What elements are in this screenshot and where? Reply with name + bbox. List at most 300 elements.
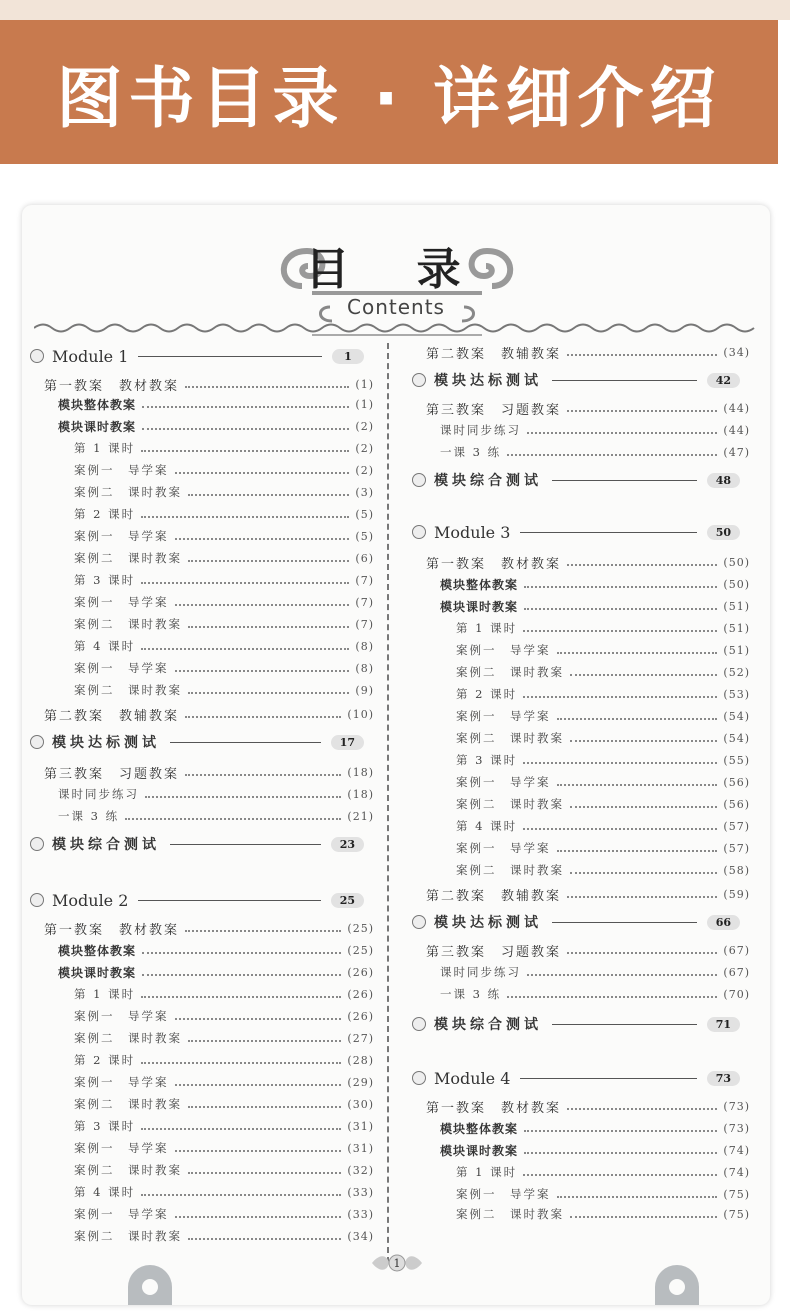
entry-label: 第二教案 教辅教案	[426, 888, 562, 904]
toc-entry	[456, 1205, 750, 1223]
entry-label: 课时同步练习	[440, 965, 521, 979]
entry-page: (27)	[347, 1031, 374, 1045]
toc-title: 目 录	[305, 244, 487, 295]
dot-leader	[524, 1130, 717, 1132]
bullet-circle-icon	[412, 525, 426, 539]
toc-entry	[74, 1161, 374, 1179]
dot-leader	[175, 604, 350, 606]
entry-label: 第 1 课时	[74, 987, 136, 1001]
module-page-badge: 42	[707, 373, 740, 388]
bullet-circle-icon	[412, 1017, 426, 1031]
entry-label: 案例一 导学案	[74, 595, 169, 609]
toc-entry	[440, 597, 750, 615]
toc-entry	[456, 861, 750, 879]
dot-leader	[175, 1084, 342, 1086]
dot-leader	[141, 1128, 341, 1130]
entry-page: (44)	[723, 423, 750, 437]
dot-leader	[175, 1018, 342, 1020]
dot-leader	[524, 1152, 717, 1154]
toc-entry	[58, 963, 374, 981]
toc-entry	[58, 395, 374, 413]
module-title: 模块达标测试	[52, 735, 160, 751]
toc-entry	[426, 941, 750, 959]
entry-page: (34)	[347, 1229, 374, 1243]
dot-leader	[141, 450, 349, 452]
dot-leader	[523, 762, 717, 764]
module-heading	[30, 345, 364, 367]
entry-label: 第一教案 教材教案	[44, 378, 180, 394]
toc-entry	[74, 505, 374, 523]
toc-entry	[456, 817, 750, 835]
toc-entry	[456, 1185, 750, 1203]
module-page-badge: 23	[331, 837, 364, 852]
entry-label: 案例一 导学案	[456, 643, 551, 657]
entry-page: (50)	[723, 555, 750, 569]
module-title: 模块综合测试	[434, 473, 542, 489]
toc-entry	[74, 659, 374, 677]
toc-entry	[440, 1119, 750, 1137]
toc-page	[22, 205, 770, 1305]
entry-page: (74)	[723, 1165, 750, 1179]
toc-entry	[456, 619, 750, 637]
entry-label: 第二教案 教辅教案	[44, 708, 180, 724]
toc-entry	[440, 963, 750, 981]
bullet-circle-icon	[30, 893, 44, 907]
binder-tab-right	[655, 1265, 699, 1305]
dot-leader	[567, 896, 717, 898]
entry-label: 模块整体教案	[58, 943, 137, 958]
dot-leader	[141, 1062, 341, 1064]
entry-page: (31)	[347, 1119, 374, 1133]
module-page-badge: 66	[707, 915, 740, 930]
entry-page: (26)	[347, 965, 374, 979]
rule-line	[138, 356, 322, 357]
bullet-circle-icon	[30, 349, 44, 363]
dot-leader	[141, 996, 341, 998]
entry-label: 案例一 导学案	[74, 529, 169, 543]
dot-leader	[567, 952, 717, 954]
entry-label: 第 4 课时	[74, 1185, 136, 1199]
toc-entry	[58, 807, 374, 825]
entry-label: 案例一 导学案	[74, 463, 169, 477]
entry-page: (18)	[347, 787, 374, 801]
module-page-badge: 17	[331, 735, 364, 750]
entry-page: (44)	[723, 401, 750, 415]
toc-entry	[456, 729, 750, 747]
entry-page: (74)	[723, 1143, 750, 1157]
entry-page: (31)	[347, 1141, 374, 1155]
toc-entry	[456, 663, 750, 681]
page-number: 1	[393, 1257, 401, 1270]
entry-page: (2)	[355, 463, 374, 477]
module-title: 模块综合测试	[52, 837, 160, 853]
entry-page: (5)	[355, 529, 374, 543]
toc-entry	[74, 483, 374, 501]
dot-leader	[570, 806, 717, 808]
entry-page: (47)	[723, 445, 750, 459]
bullet-circle-icon	[30, 837, 44, 851]
entry-label: 第 1 课时	[456, 1165, 518, 1179]
entry-page: (2)	[355, 419, 374, 433]
dot-leader	[524, 586, 717, 588]
entry-page: (73)	[723, 1121, 750, 1135]
rule-line	[552, 380, 697, 381]
entry-label: 第 2 课时	[74, 507, 136, 521]
dot-leader	[523, 1174, 717, 1176]
dot-leader	[141, 582, 349, 584]
dot-leader	[175, 1150, 342, 1152]
entry-label: 案例一 导学案	[456, 841, 551, 855]
toc-entry	[456, 839, 750, 857]
toc-entry	[74, 985, 374, 1003]
binder-tab-left	[128, 1265, 172, 1305]
module-heading	[412, 521, 740, 543]
module-page-badge: 25	[331, 893, 364, 908]
entry-label: 第三教案 习题教案	[426, 944, 562, 960]
toc-entry	[74, 549, 374, 567]
entry-page: (7)	[355, 595, 374, 609]
entry-label: 第 4 课时	[456, 819, 518, 833]
entry-label: 案例二 课时教案	[74, 551, 182, 565]
entry-page: (29)	[347, 1075, 374, 1089]
entry-page: (25)	[347, 943, 374, 957]
entry-label: 案例一 导学案	[456, 709, 551, 723]
entry-page: (28)	[347, 1053, 374, 1067]
banner-title: 图书目录 · 详细介绍	[56, 59, 722, 137]
entry-label: 课时同步练习	[440, 423, 521, 437]
toc-entry	[440, 443, 750, 461]
toc-entry	[74, 1205, 374, 1223]
entry-label: 案例二 课时教案	[456, 731, 564, 745]
dot-leader	[188, 626, 349, 628]
entry-page: (52)	[723, 665, 750, 679]
dot-leader	[188, 1106, 341, 1108]
entry-page: (59)	[723, 887, 750, 901]
dot-leader	[507, 996, 717, 998]
entry-page: (51)	[723, 621, 750, 635]
toc-entry	[74, 1007, 374, 1025]
toc-entry	[456, 751, 750, 769]
toc-entry	[456, 707, 750, 725]
entry-label: 模块整体教案	[58, 397, 137, 412]
entry-label: 第 2 课时	[74, 1053, 136, 1067]
toc-entry	[44, 919, 374, 937]
toc-subtitle: Contents	[347, 295, 445, 319]
entry-label: 案例二 课时教案	[74, 1229, 182, 1243]
entry-page: (10)	[347, 707, 374, 721]
entry-label: 案例一 导学案	[74, 1075, 169, 1089]
rule-line	[138, 900, 320, 901]
dot-leader	[524, 608, 717, 610]
dot-leader	[557, 784, 718, 786]
dot-leader	[557, 652, 718, 654]
entry-page: (54)	[723, 709, 750, 723]
dot-leader	[523, 696, 717, 698]
entry-page: (7)	[355, 573, 374, 587]
entry-page: (56)	[723, 797, 750, 811]
dot-leader	[175, 472, 350, 474]
dot-leader	[567, 354, 717, 356]
entry-label: 第一教案 教材教案	[44, 922, 180, 938]
dot-leader	[567, 1108, 717, 1110]
toc-entry	[74, 637, 374, 655]
module-page-badge: 48	[707, 473, 740, 488]
dot-leader	[523, 630, 717, 632]
dot-leader	[185, 716, 341, 718]
entry-page: (50)	[723, 577, 750, 591]
toc-entry	[74, 615, 374, 633]
dot-leader	[175, 1216, 342, 1218]
toc-entry	[74, 461, 374, 479]
entry-page: (6)	[355, 551, 374, 565]
module-title: Module 4	[434, 1068, 511, 1088]
entry-page: (8)	[355, 661, 374, 675]
entry-label: 第 3 课时	[74, 573, 136, 587]
entry-label: 模块整体教案	[440, 1121, 519, 1136]
entry-page: (51)	[723, 643, 750, 657]
bullet-circle-icon	[30, 735, 44, 749]
dot-leader	[141, 1194, 341, 1196]
entry-page: (57)	[723, 841, 750, 855]
entry-page: (55)	[723, 753, 750, 767]
section-heading	[412, 911, 740, 933]
dot-leader	[142, 952, 341, 954]
entry-page: (8)	[355, 639, 374, 653]
module-heading	[412, 1067, 740, 1089]
dot-leader	[567, 410, 717, 412]
entry-page: (26)	[347, 987, 374, 1001]
entry-label: 案例一 导学案	[74, 1009, 169, 1023]
dot-leader	[142, 406, 349, 408]
entry-label: 模块整体教案	[440, 577, 519, 592]
entry-label: 第一教案 教材教案	[426, 1100, 562, 1116]
toc-entry	[440, 421, 750, 439]
entry-page: (1)	[355, 377, 374, 391]
rule-line	[520, 532, 696, 533]
banner	[0, 20, 778, 164]
toc-entry	[426, 553, 750, 571]
entry-label: 案例二 课时教案	[74, 683, 182, 697]
entry-page: (32)	[347, 1163, 374, 1177]
toc-entry	[426, 343, 750, 361]
entry-label: 第三教案 习题教案	[44, 766, 180, 782]
entry-label: 模块课时教案	[440, 599, 519, 614]
dot-leader	[527, 974, 717, 976]
toc-entry	[456, 773, 750, 791]
dot-leader	[557, 1196, 718, 1198]
entry-label: 第二教案 教辅教案	[426, 346, 562, 362]
module-title: 模块综合测试	[434, 1017, 542, 1033]
vine-divider-icon	[34, 321, 758, 335]
module-title: 模块达标测试	[434, 915, 542, 931]
toc-entry	[426, 1097, 750, 1115]
dot-leader	[188, 1238, 341, 1240]
entry-page: (73)	[723, 1099, 750, 1113]
entry-label: 第 3 课时	[456, 753, 518, 767]
dot-leader	[188, 1172, 341, 1174]
entry-label: 一课 3 练	[58, 809, 120, 823]
entry-page: (75)	[723, 1207, 750, 1221]
dot-leader	[142, 428, 349, 430]
toc-entry	[74, 1117, 374, 1135]
rule-line	[170, 844, 321, 845]
toc-entry	[456, 795, 750, 813]
entry-label: 案例二 课时教案	[74, 485, 182, 499]
entry-page: (67)	[723, 943, 750, 957]
entry-page: (33)	[347, 1207, 374, 1221]
toc-entry	[74, 1095, 374, 1113]
dot-leader	[141, 516, 349, 518]
toc-entry	[44, 375, 374, 393]
toc-entry	[74, 1073, 374, 1091]
dot-leader	[523, 828, 717, 830]
entry-label: 案例二 课时教案	[74, 1097, 182, 1111]
entry-page: (9)	[355, 683, 374, 697]
entry-label: 案例二 课时教案	[456, 1207, 564, 1221]
entry-label: 案例二 课时教案	[74, 1031, 182, 1045]
toc-entry	[58, 941, 374, 959]
rule-line	[170, 742, 321, 743]
entry-page: (70)	[723, 987, 750, 1001]
dot-leader	[557, 850, 718, 852]
entry-page: (33)	[347, 1185, 374, 1199]
section-heading	[412, 369, 740, 391]
entry-page: (51)	[723, 599, 750, 613]
entry-page: (1)	[355, 397, 374, 411]
entry-label: 模块课时教案	[58, 419, 137, 434]
dot-leader	[175, 538, 350, 540]
dot-leader	[185, 774, 341, 776]
dot-leader	[527, 432, 717, 434]
entry-label: 一课 3 练	[440, 987, 502, 1001]
entry-label: 案例一 导学案	[456, 1187, 551, 1201]
dot-leader	[567, 564, 717, 566]
entry-label: 案例二 课时教案	[74, 617, 182, 631]
entry-page: (26)	[347, 1009, 374, 1023]
entry-page: (57)	[723, 819, 750, 833]
dot-leader	[570, 1216, 717, 1218]
section-heading	[412, 469, 740, 491]
entry-page: (75)	[723, 1187, 750, 1201]
entry-page: (56)	[723, 775, 750, 789]
dot-leader	[188, 560, 349, 562]
entry-page: (18)	[347, 765, 374, 779]
dot-leader	[570, 872, 717, 874]
entry-page: (3)	[355, 485, 374, 499]
entry-page: (53)	[723, 687, 750, 701]
entry-label: 模块课时教案	[58, 965, 137, 980]
entry-page: (2)	[355, 441, 374, 455]
section-heading	[30, 731, 364, 753]
entry-label: 第 1 课时	[74, 441, 136, 455]
dot-leader	[141, 648, 349, 650]
module-page-badge: 50	[707, 525, 740, 540]
rule-line	[520, 1078, 696, 1079]
toc-entry	[44, 763, 374, 781]
dot-leader	[570, 674, 717, 676]
toc-entry	[74, 1227, 374, 1245]
toc-entry	[74, 527, 374, 545]
toc-entry	[426, 399, 750, 417]
entry-label: 第 3 课时	[74, 1119, 136, 1133]
dot-leader	[570, 740, 717, 742]
entry-label: 案例一 导学案	[74, 1141, 169, 1155]
entry-label: 一课 3 练	[440, 445, 502, 459]
toc-entry	[74, 593, 374, 611]
entry-page: (34)	[723, 345, 750, 359]
bullet-circle-icon	[412, 373, 426, 387]
entry-label: 第 1 课时	[456, 621, 518, 635]
rule-line	[552, 922, 697, 923]
dot-leader	[145, 796, 341, 798]
toc-entry	[74, 681, 374, 699]
entry-page: (5)	[355, 507, 374, 521]
dot-leader	[185, 930, 341, 932]
module-title: 模块达标测试	[434, 373, 542, 389]
entry-label: 课时同步练习	[58, 787, 139, 801]
dot-leader	[142, 974, 341, 976]
toc-entry	[440, 1141, 750, 1159]
module-page-badge: 1	[332, 349, 364, 364]
section-heading	[412, 1013, 740, 1035]
entry-page: (58)	[723, 863, 750, 877]
module-page-badge: 71	[707, 1017, 740, 1032]
entry-label: 第三教案 习题教案	[426, 402, 562, 418]
entry-label: 第 2 课时	[456, 687, 518, 701]
module-title: Module 1	[52, 346, 129, 366]
entry-label: 案例一 导学案	[456, 775, 551, 789]
toc-entry	[74, 1183, 374, 1201]
toc-entry	[440, 985, 750, 1003]
section-heading	[30, 833, 364, 855]
dot-leader	[188, 1040, 341, 1042]
toc-entry	[426, 885, 750, 903]
entry-label: 案例二 课时教案	[456, 863, 564, 877]
toc-entry	[440, 575, 750, 593]
bullet-circle-icon	[412, 473, 426, 487]
dot-leader	[125, 818, 341, 820]
entry-label: 案例二 课时教案	[456, 797, 564, 811]
toc-entry	[456, 1163, 750, 1181]
entry-page: (30)	[347, 1097, 374, 1111]
entry-label: 第一教案 教材教案	[426, 556, 562, 572]
bullet-circle-icon	[412, 1071, 426, 1085]
toc-entry	[456, 641, 750, 659]
entry-label: 案例二 课时教案	[456, 665, 564, 679]
bullet-circle-icon	[412, 915, 426, 929]
toc-entry	[74, 1051, 374, 1069]
rule-line	[552, 480, 697, 481]
entry-label: 案例一 导学案	[74, 1207, 169, 1221]
dot-leader	[175, 670, 350, 672]
entry-label: 模块课时教案	[440, 1143, 519, 1158]
module-title: Module 3	[434, 522, 511, 542]
column-divider	[387, 343, 389, 1263]
entry-page: (67)	[723, 965, 750, 979]
entry-label: 案例一 导学案	[74, 661, 169, 675]
top-strip	[0, 0, 790, 20]
entry-label: 案例二 课时教案	[74, 1163, 182, 1177]
toc-entry	[74, 571, 374, 589]
dot-leader	[185, 386, 349, 388]
toc-entry	[456, 685, 750, 703]
toc-entry	[58, 785, 374, 803]
rule-line	[552, 1024, 697, 1025]
entry-page: (54)	[723, 731, 750, 745]
dot-leader	[507, 454, 717, 456]
module-title: Module 2	[52, 890, 129, 910]
module-heading	[30, 889, 364, 911]
